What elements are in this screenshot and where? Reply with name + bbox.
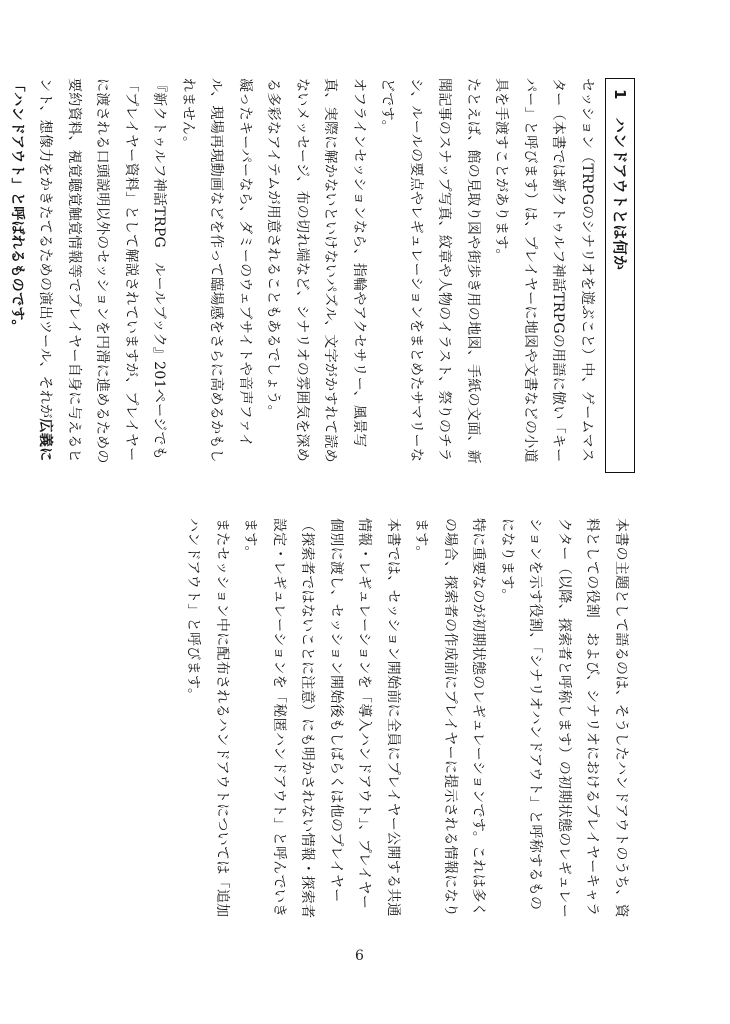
right-column: [179, 518, 635, 923]
section-heading: [605, 78, 635, 473]
left-column: [3, 78, 636, 473]
section-title: ハンドアウトとは何か: [611, 117, 630, 271]
paragraph-text: 『新クトゥルフ神話TRPG ルールブック』201ページでも「プレイヤー資料」として解説されていますが、プレイヤーに渡される口頭説明以外のセッションを円滑に進めるための要約資料、視覚聴覚触覚情報等でプレイヤー自身に与えるヒント、想像力をかきたてるための演出ツール、それが: [37, 78, 168, 464]
paragraph: 凝ったキーパーなら、ダミーのウェブサイトや音声ファイル、現場再現動画などを作って臨場感をさらに高めるかもしれません。: [180, 78, 253, 463]
paragraph: たとえば、館の見取り図や街歩き用の地図、手紙の文面、新聞記事のスナップ写真、紋章や人物のイラスト、祭りのチラシ、ルールの要点やレギュレーションをまとめたサマリーなどです。: [379, 78, 481, 465]
rotated-content: [9, 78, 635, 978]
page-number: 6: [355, 948, 364, 964]
paragraph: [3, 78, 174, 473]
paragraph: またセッション中に配布されるハンドアウトについては「追加ハンドアウト」と呼びます。: [185, 518, 230, 918]
paragraph: 特に重要なのが初期状態のレギュレーションです。これは多くの場合、探索者の作成前にプレイヤーに提示される情報になります。: [413, 518, 487, 918]
paragraph: 本書の主題として語るのは、そうしたハンドアウトのうち、資料としての役割 および、シナリオにおけるプレイヤーキャラクター（以降、探索者と呼称します）の初期状態のレギュレーションを示す役割、「シナリオハンドアウト」と呼称するものになります。: [499, 518, 629, 919]
emphasized-text: 広義に「ハンドアウト」と呼ばれるものです。: [9, 78, 54, 462]
paragraph: オフラインセッションなら、指輪やアクセサリー、風景写真、実際に解かないといけないパズル、文字がかすれて読めないメッセージ、布の切れ端など、シナリオの雰囲気を深める多彩なアイテムが用意されることもあるでしょう。: [265, 78, 367, 463]
paragraph: 本書では、セッション開始前に全員にプレイヤー公開する共通情報・レギュレーションを「導入ハンドアウト」、プレイヤー個別に渡し、セッション開始後もしばらくは他のプレイヤー（探索者ではないことに注意）にも明かされない情報・探索者設定・レギュレーションを「秘匿ハンドアウト」と呼んでいきます。: [242, 518, 401, 919]
section-number: 1: [611, 89, 630, 100]
paragraph: セッション（TRPGのシナリオを遊ぶこと）中、ゲームマスター（本書では新クトゥルフ神話TRPGの用語に倣い「キーパー」と呼びます）は、プレイヤーに地図や文書などの小道具を手渡すことがあります。: [493, 78, 595, 463]
